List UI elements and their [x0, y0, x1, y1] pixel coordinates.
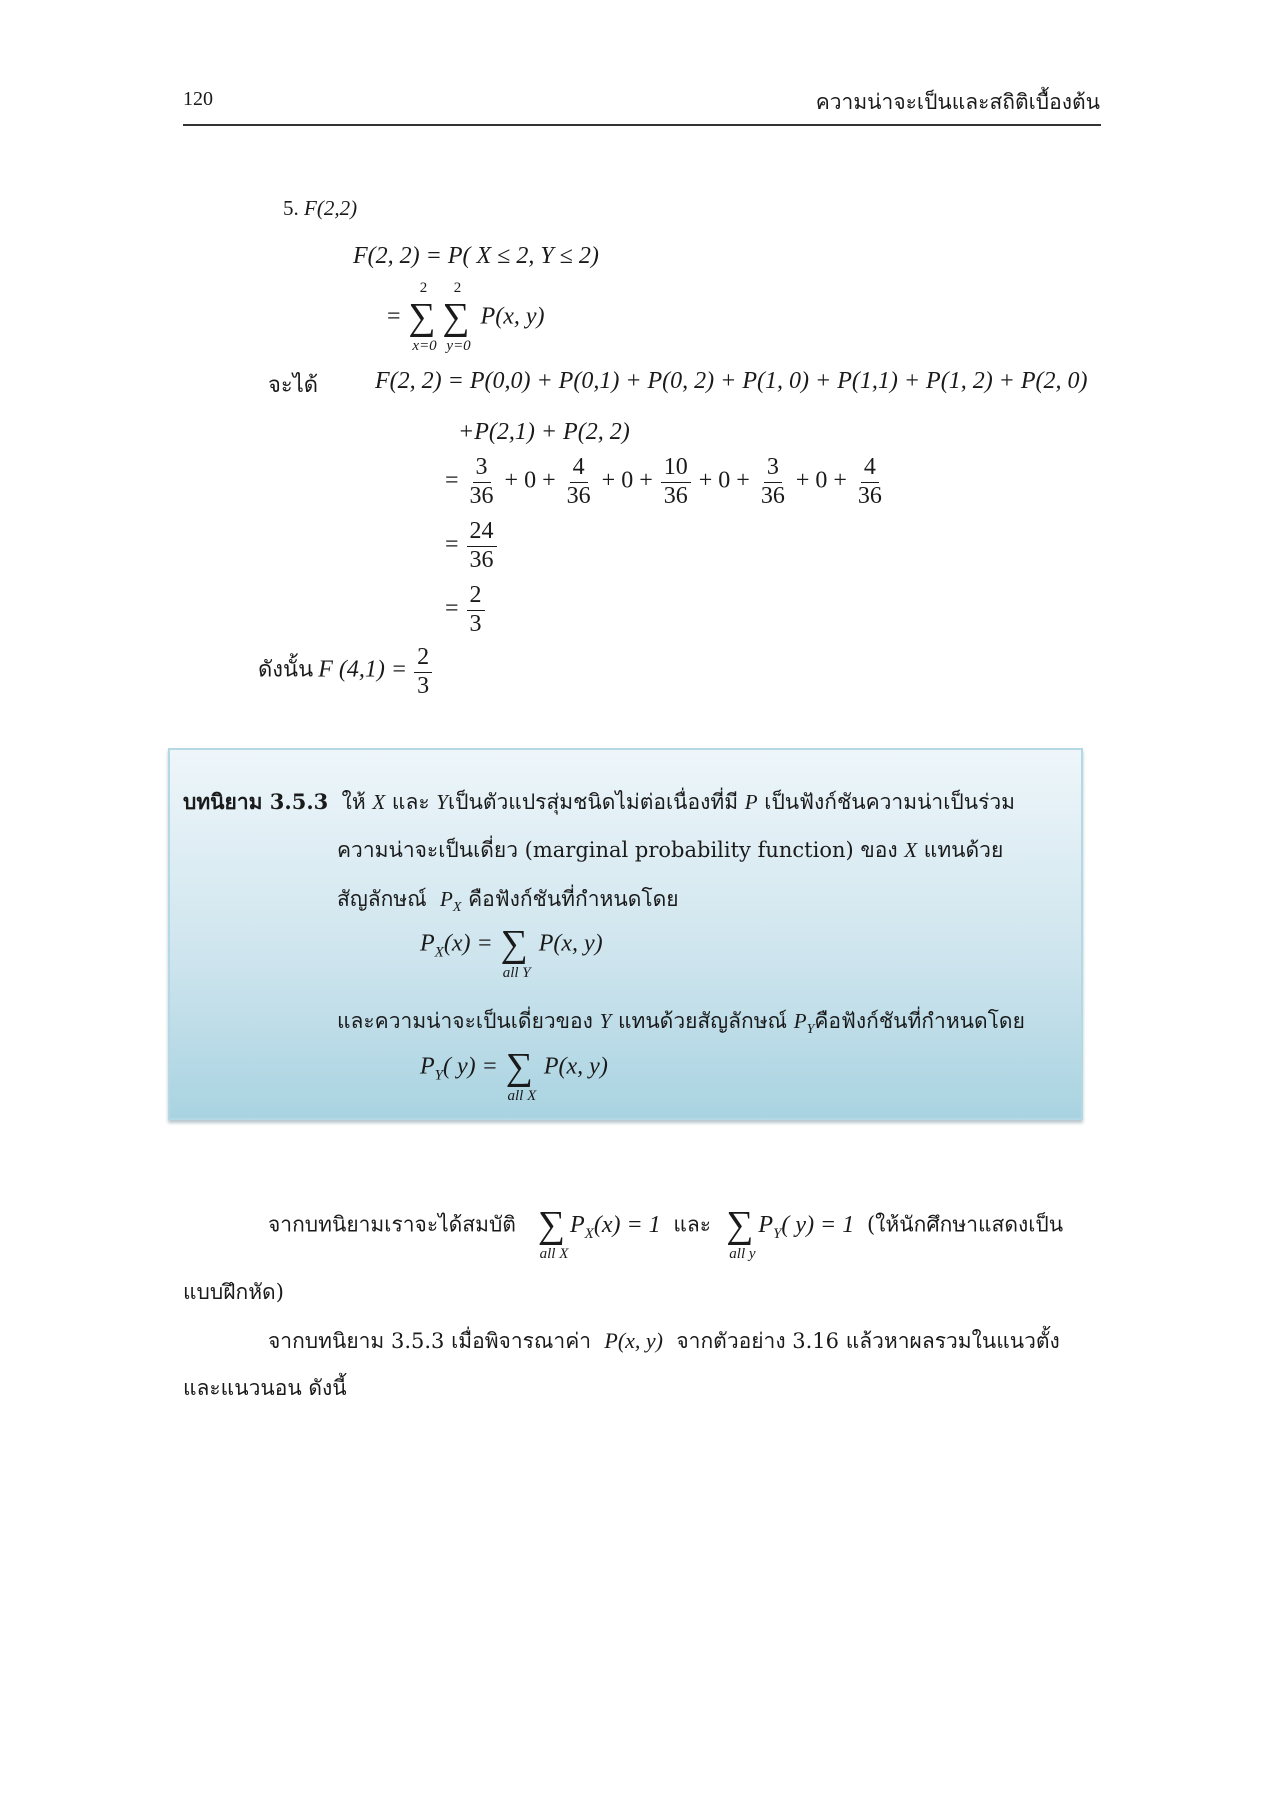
joint-probability-term: P(x, y)	[538, 930, 603, 957]
paragraph-text: (ให้นักศึกษาแสดงเป็น	[866, 1212, 1064, 1237]
summation-paragraph	[268, 1325, 1060, 1358]
zero-term: 0	[815, 467, 828, 494]
sum-property-x	[536, 1204, 667, 1262]
fraction-numerator: 3	[473, 454, 491, 483]
subscript-x: X	[434, 944, 444, 961]
fraction-numerator: 4	[861, 454, 879, 483]
joint-probability-term: P(x, y)	[480, 303, 545, 330]
fraction-term	[564, 454, 594, 510]
sigma-symbol: ∑	[726, 1204, 754, 1246]
sigma-symbol: ∑	[500, 923, 528, 965]
fraction-denominator: 36	[760, 482, 785, 509]
sum-over-y	[441, 280, 475, 354]
result-fraction	[467, 582, 485, 638]
paragraph-text: จากบทนิยาม 3.5.3 เมื่อพิจารณาค่า	[268, 1329, 592, 1353]
definition-text: สัญลักษณ์	[337, 887, 427, 911]
conclusion-fraction	[414, 644, 432, 700]
double-sum-line	[387, 280, 545, 354]
fraction-denominator: 36	[469, 482, 494, 509]
sum-index-label: all X	[539, 1246, 569, 1262]
definition-text: คือฟังก์ชันที่กำหนดโดย	[814, 1009, 1025, 1033]
fraction-numerator: 24	[467, 518, 497, 547]
item-label	[283, 196, 357, 221]
definition-line-4	[337, 1005, 1025, 1038]
conclusion-expression: F (4,1) =	[318, 656, 408, 683]
header-rule	[183, 124, 1101, 126]
sum-x-upper-limit: 2	[419, 280, 428, 296]
definition-text: เป็นฟังก์ชันความน่าเป็นร่วม	[764, 790, 1015, 814]
joint-probability-term: P(x, y)	[604, 1328, 664, 1353]
symbol-p: P	[420, 1053, 435, 1080]
sigma-symbol: ∑	[505, 1046, 533, 1088]
sum-y-lower-limit: y=0	[446, 338, 471, 354]
sum-index-label: all Y	[502, 965, 531, 981]
fraction-term	[467, 454, 497, 510]
sigma-symbol: ∑	[537, 1204, 566, 1246]
formula-argument: ( y) =	[443, 1053, 498, 1080]
definition-text: เป็นตัวแปรสุ่มชนิดไม่ต่อเนื่องที่มี	[447, 790, 739, 814]
fraction-denominator: 36	[566, 482, 591, 509]
marginal-x-formula	[420, 923, 603, 981]
variable-x: X	[372, 790, 386, 814]
cdf-definition-line: F(2, 2) = P( X ≤ 2, Y ≤ 2)	[353, 243, 599, 269]
running-header-title: ความน่าจะเป็นและสถิติเบื้องต้น	[815, 90, 1100, 114]
fraction-numerator: 2	[414, 644, 432, 673]
zero-term: 0	[621, 467, 634, 494]
property-value: ( y) = 1	[781, 1211, 855, 1238]
variable-p: P	[744, 790, 758, 814]
sum-over-x	[407, 280, 441, 354]
conclusion-line	[258, 644, 434, 700]
page-number: 120	[183, 88, 213, 110]
property-value: (x) = 1	[593, 1211, 661, 1238]
definition-line-3	[337, 883, 679, 916]
sum-x-lower-limit: x=0	[412, 338, 437, 354]
paragraph-text: จากตัวอย่าง 3.16 แล้วหาผลรวมในแนวตั้ง	[676, 1329, 1060, 1353]
result-line-2	[445, 582, 487, 638]
zero-term: 0	[524, 467, 537, 494]
marginal-y-formula	[420, 1046, 608, 1104]
conclusion-prefix: ดังนั้น	[258, 657, 314, 683]
definition-line-2	[337, 834, 1003, 867]
fraction-numerator: 3	[764, 454, 782, 483]
subscript-y: Y	[434, 1067, 444, 1084]
equals-sign: =	[445, 467, 459, 494]
paragraph-text: จากบทนิยามเราจะได้สมบัติ	[268, 1212, 516, 1237]
paragraph-text: และ	[673, 1212, 712, 1237]
definition-text: แทนด้วย	[923, 838, 1004, 862]
definition-title: บทนิยาม 3.5.3	[183, 789, 329, 814]
item-expression: F(2,2)	[304, 196, 358, 220]
expanded-sum-continuation: +P(2,1) + P(2, 2)	[458, 419, 630, 445]
formula-argument: (x) =	[443, 930, 493, 957]
expanded-sum-line: F(2, 2) = P(0,0) + P(0,1) + P(0, 2) + P(1, 0) + P(1,1) + P(1, 2) + P(2, 0)	[375, 368, 1088, 394]
symbol-p: P	[420, 930, 435, 957]
definition-text: และ	[391, 790, 430, 814]
sum-index-label: all y	[729, 1246, 756, 1262]
fraction-denominator: 36	[469, 546, 494, 573]
definition-text: ให้	[341, 790, 366, 814]
variable-y: Y	[436, 790, 448, 814]
sum-all-y	[724, 1204, 758, 1262]
definition-line-1	[183, 786, 1015, 819]
variable-y: Y	[599, 1009, 612, 1033]
fraction-denominator: 36	[857, 482, 882, 509]
fraction-denominator: 3	[469, 610, 482, 637]
result-line-1	[445, 518, 499, 574]
sum-property-y	[724, 1204, 860, 1262]
sum-all-y	[499, 923, 533, 981]
fraction-numerator: 4	[570, 454, 588, 483]
definition-text: คือฟังก์ชันที่กำหนดโดย	[468, 887, 679, 911]
fraction-denominator: 3	[417, 672, 430, 699]
symbol-p: P	[569, 1211, 585, 1238]
marginal-symbol-x	[439, 887, 462, 916]
fraction-sum-line: = $\frac{3}{36}$ + 0 + $\frac{4}{36}$ + 0 + $\frac{10}{36}$ + 0 + $\frac{3}{36}$ + 0 + $\frac{4}{36}$	[445, 454, 887, 510]
definition-text: ความน่าจะเป็นเดี่ยว (marginal probability function) ของ	[337, 838, 898, 862]
subscript-x: X	[452, 900, 462, 916]
subscript-x: X	[584, 1225, 594, 1242]
equals-sign: =	[445, 531, 459, 558]
sum-all-x	[504, 1046, 538, 1104]
zero-term: 0	[718, 467, 731, 494]
symbol-p: P	[758, 1211, 774, 1238]
sigma-symbol: ∑	[408, 296, 436, 338]
marginal-symbol-y	[793, 1009, 815, 1038]
equals-sign: =	[445, 595, 459, 622]
property-paragraph	[268, 1204, 1064, 1262]
fraction-numerator: 2	[467, 582, 485, 611]
fraction-denominator: 36	[663, 482, 688, 509]
fraction-term	[855, 454, 885, 510]
fraction-term	[758, 454, 788, 510]
result-fraction	[467, 518, 497, 574]
symbol-p: P	[793, 1009, 807, 1033]
subscript-y: Y	[806, 1022, 815, 1038]
symbol-p: P	[439, 887, 453, 911]
jadai-label: จะได้	[268, 373, 319, 398]
fraction-numerator: 10	[661, 454, 691, 483]
subscript-y: Y	[773, 1225, 782, 1242]
sigma-symbol: ∑	[442, 296, 470, 338]
summation-paragraph-continuation: และแนวนอน ดังนี้	[183, 1376, 347, 1400]
variable-x: X	[904, 838, 918, 862]
definition-text: และความน่าจะเป็นเดี่ยวของ	[337, 1009, 593, 1033]
property-paragraph-continuation: แบบฝึกหัด)	[183, 1280, 284, 1304]
sum-index-label: all X	[507, 1088, 537, 1104]
sum-y-upper-limit: 2	[453, 280, 462, 296]
sum-all-x	[536, 1204, 570, 1262]
definition-text: แทนด้วยสัญลักษณ์	[617, 1009, 788, 1033]
fraction-term	[661, 454, 691, 510]
equals-sign: =	[387, 303, 401, 330]
item-number: 5.	[283, 196, 299, 220]
joint-probability-term: P(x, y)	[543, 1053, 608, 1080]
